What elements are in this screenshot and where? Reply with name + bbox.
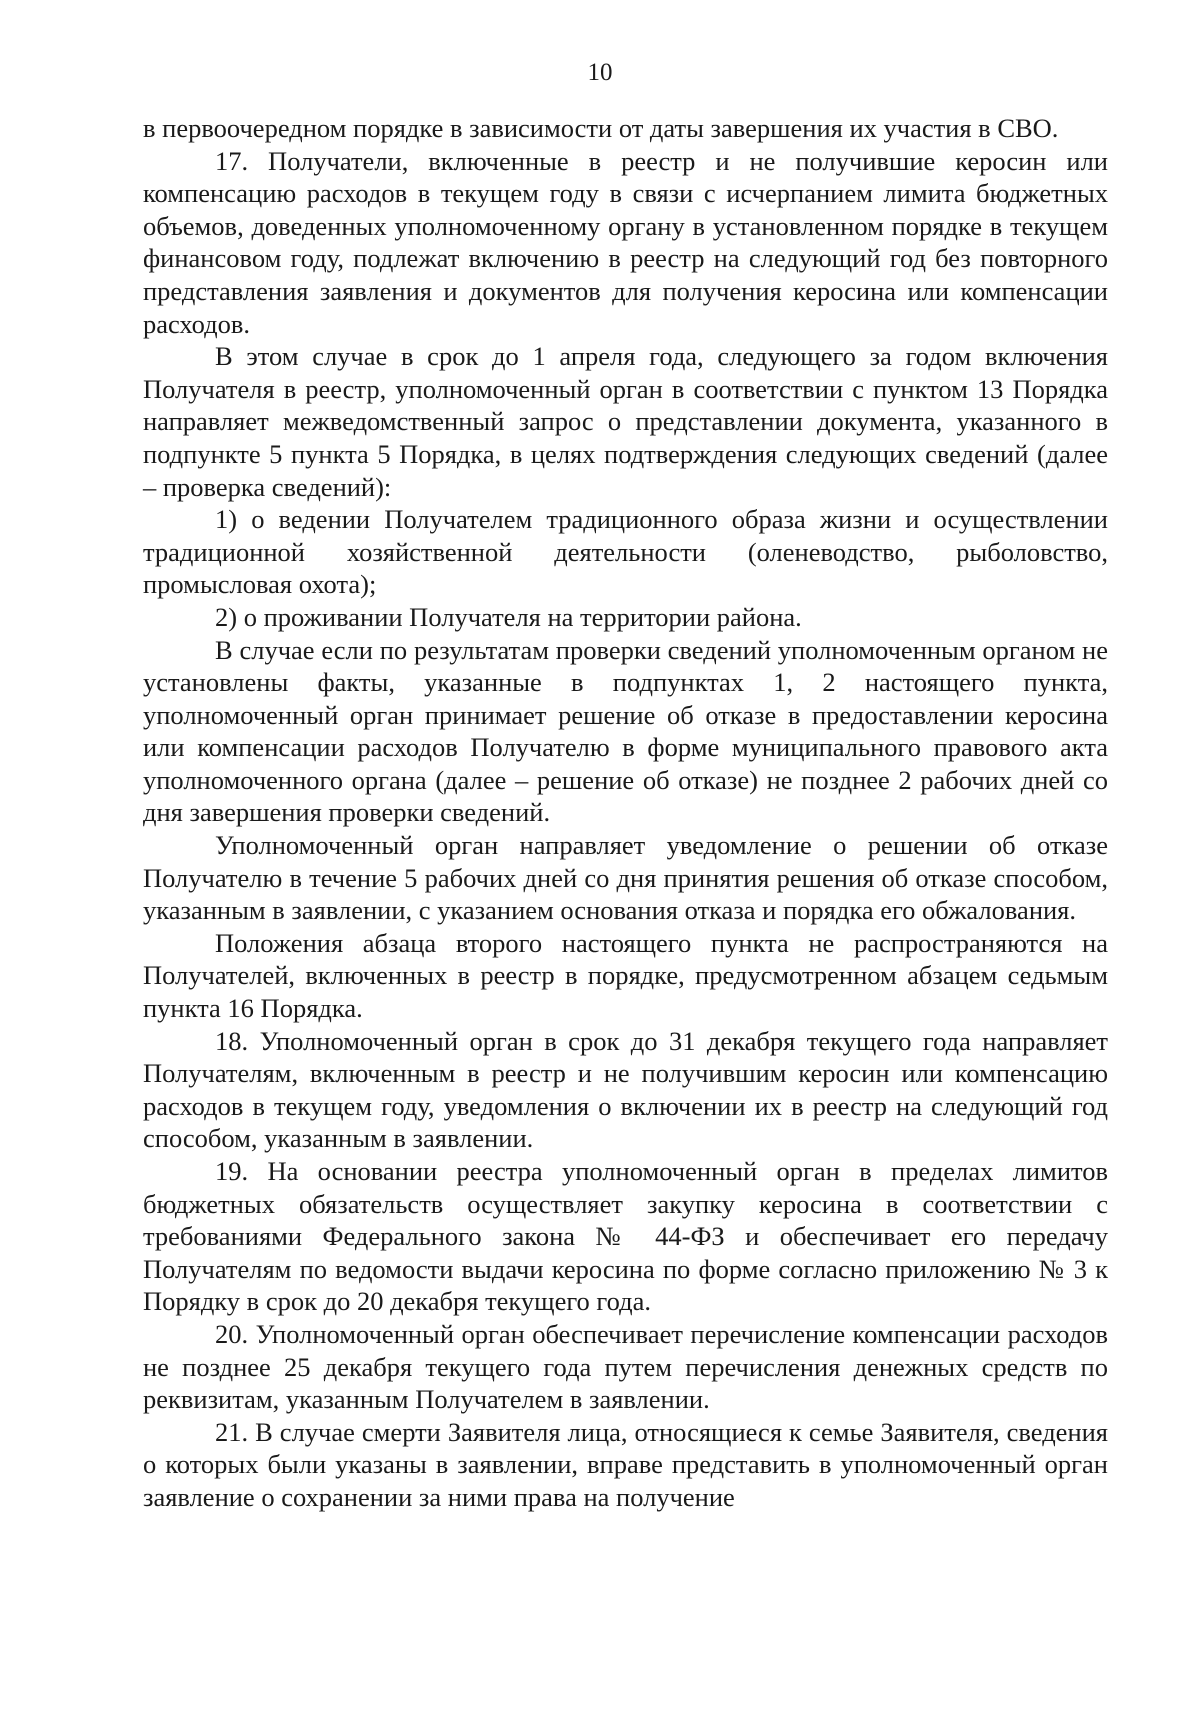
paragraph-item-17: 17. Получатели, включенные в реестр и не получившие керосин или компенсацию расходов в текущем году в связи с исчерпанием лимита бюджетных объемов, доведенных уполномоченному органу в установленном порядке в текущем финансовом году, подлежат включению в реестр на следующий год без повторного представления заявления и документов для получения керосина или компенсации расходов. <box>143 145 1108 339</box>
paragraph-refusal-notice: Уполномоченный орган направляет уведомление о решении об отказе Получателю в течение 5 рабочих дней со дня принятия решения об отказе способом, указанным в заявлении, с указанием основания отказа и порядка его обжалования. <box>143 830 1108 926</box>
page-number: 10 <box>587 59 613 86</box>
paragraph-item-21: 21. В случае смерти Заявителя лица, относящиеся к семье Заявителя, сведения о которых были указаны в заявлении, вправе представить в уполномоченный орган заявление о сохранении за ними права на получение <box>143 1416 1108 1512</box>
paragraph-continuation: в первоочередном порядке в зависимости от даты завершения их участия в СВО. <box>143 113 1059 143</box>
paragraph-exception: Положения абзаца второго настоящего пункта не распространяются на Получателей, включенных в реестр в порядке, предусмотренном абзацем седьмым пункта 16 Порядка. <box>143 927 1108 1024</box>
paragraph-item-20: 20. Уполномоченный орган обеспечивает перечисление компенсации расходов не позднее 25 декабря текущего года путем перечисления денежных средств по реквизитам, указанным Получателем в заявлении. <box>143 1318 1108 1415</box>
paragraph-subitem-2: 2) о проживании Получателя на территории района. <box>215 601 802 632</box>
paragraph-subitem-1: 1) о ведении Получателем традиционного образа жизни и осуществлении традиционной хозяйственной деятельности (оленеводство, рыболовство, промысловая охота); <box>143 504 1108 600</box>
paragraph-item-18: 18. Уполномоченный орган в срок до 31 декабря текущего года направляет Получателям, включенным в реестр и не получившим керосин или компенсацию расходов в текущем году, уведомления о включении их в реестр на следующий год способом, указанным в заявлении. <box>143 1025 1108 1154</box>
document-body <box>143 112 1108 1514</box>
paragraph-item-19: 19. На основании реестра уполномоченный орган в пределах лимитов бюджетных обязательств осуществляет закупку керосина в соответствии с требованиями Федерального закона № 44-ФЗ и обеспечивает его передачу Получателям по ведомости выдачи керосина по форме согласно приложению № 3 к Порядку в срок до 20 декабря текущего года. <box>143 1156 1108 1317</box>
paragraph-item-17-verification: В этом случае в срок до 1 апреля года, следующего за годом включения Получателя в реестр, уполномоченный орган в соответствии с пунктом 13 Порядка направляет межведомственный запрос о представлении документа, указанного в подпункте 5 пункта 5 Порядка, в целях подтверждения следующих сведений (далее – проверка сведений): <box>143 341 1108 502</box>
paragraph-refusal-decision: В случае если по результатам проверки сведений уполномоченным органом не установлены факты, указанные в подпунктах 1, 2 настоящего пункта, уполномоченный орган принимает решение об отказе в предоставлении керосина или компенсации расходов Получателю в форме муниципального правового акта уполномоченного органа (далее – решение об отказе) не позднее 2 рабочих дней со дня завершения проверки сведений. <box>143 634 1108 828</box>
